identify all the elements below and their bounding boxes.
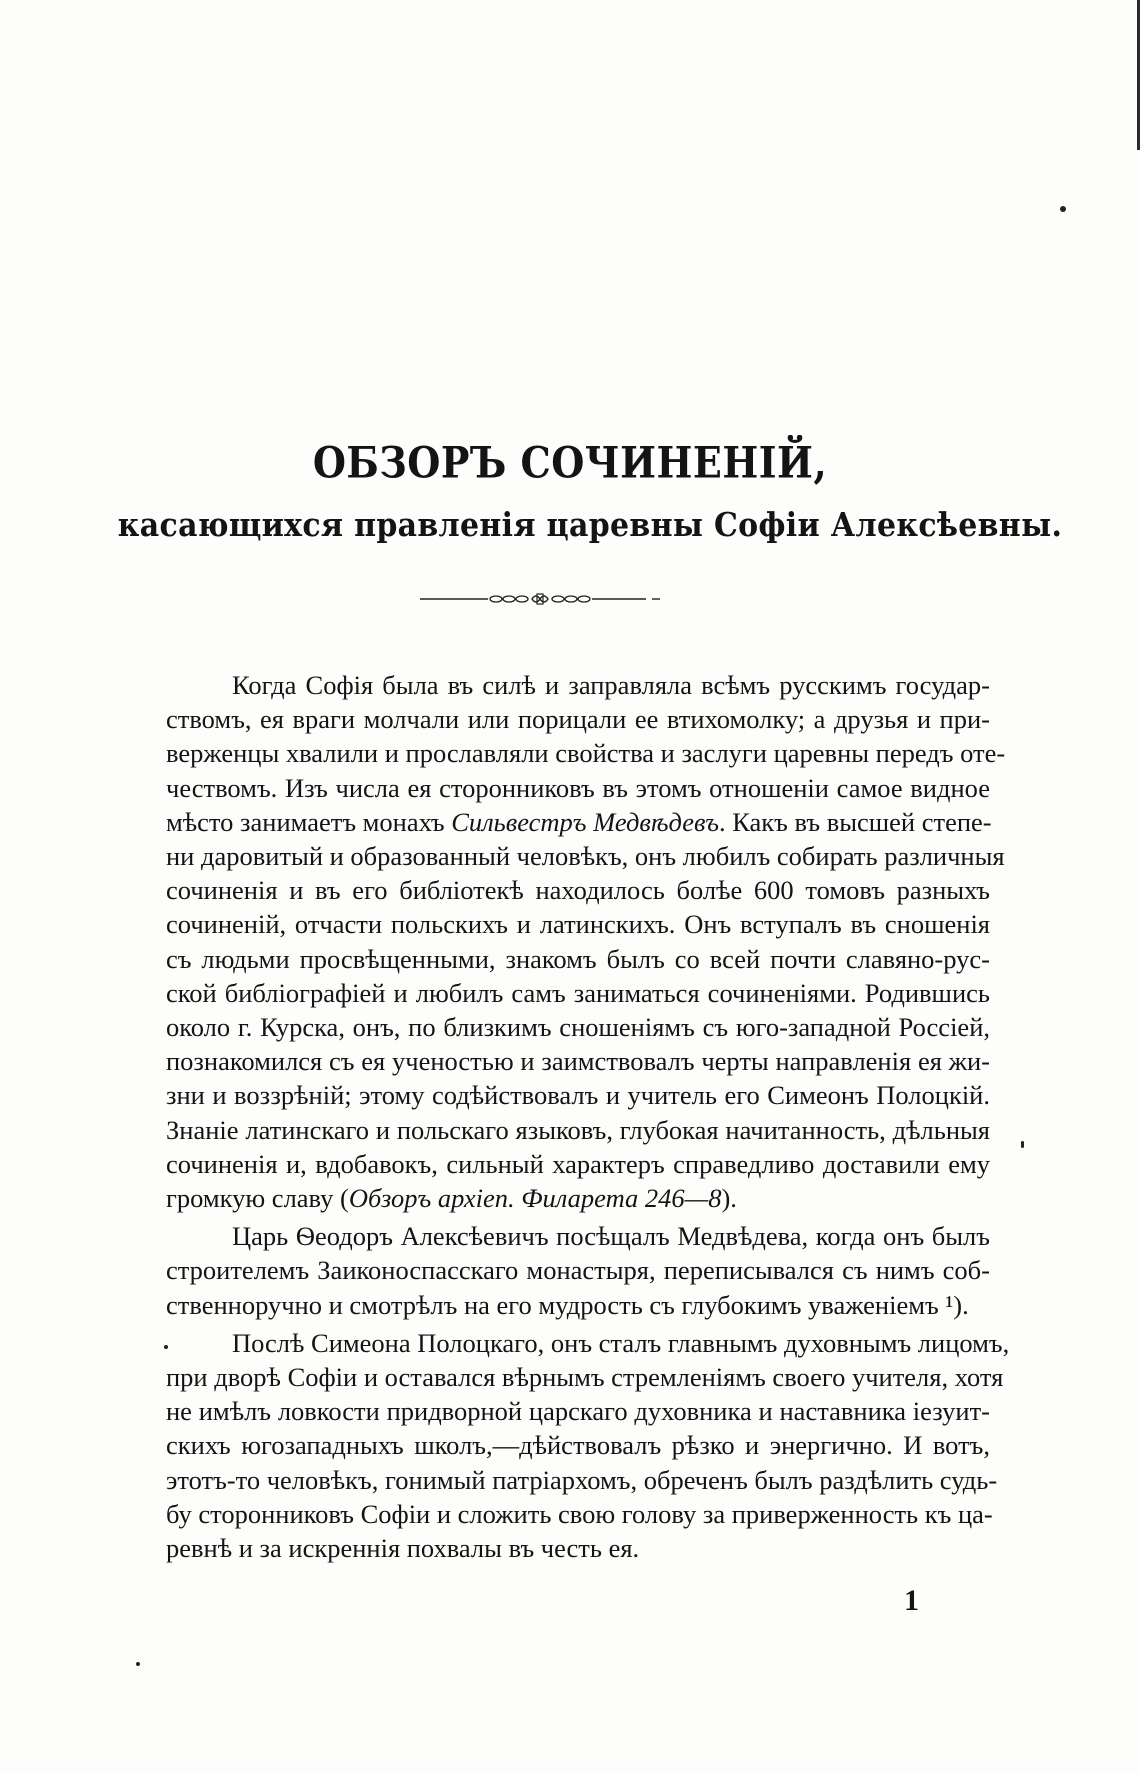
page-subtitle: касающихся правленія царевны Софіи Алексѣевны. <box>117 506 1063 545</box>
paragraph <box>100 1219 990 1322</box>
ink-speck <box>1060 206 1066 212</box>
page-number: 1 <box>904 1584 919 1617</box>
text-line: громкую славу (Обзоръ архіеп. Филарета 246—8). <box>166 1183 737 1214</box>
text-line: бу сторонниковъ Софіи и сложить свою голову за приверженность къ ца- <box>166 1498 993 1529</box>
ink-speck <box>136 1662 140 1666</box>
text-line: верженцы хвалили и прославляли свойства и заслуги царевны передъ оте- <box>166 738 1006 769</box>
paragraph <box>100 668 1006 1215</box>
text-line: Знаніе латинскаго и польскаго языковъ, глубокая начитанность, дѣльныя <box>166 1114 990 1145</box>
italic-name: Сильвестръ Медвѣдевъ <box>451 806 719 837</box>
text-line: сочиненій, отчасти польскихъ и латинскихъ. Онъ вступалъ въ сношенія <box>166 909 990 940</box>
text-line: мѣсто занимаетъ монахъ Сильвестръ Медвѣдевъ. Какъ въ высшей степе- <box>166 806 992 837</box>
text-line: познакомился съ ея ученостью и заимствовалъ черты направленія ея жи- <box>166 1046 990 1077</box>
text-line: ни даровитый и образованный человѣкъ, онъ любилъ собирать различныя <box>166 841 1005 872</box>
body-text <box>100 668 1010 1565</box>
ink-speck <box>1021 1141 1024 1148</box>
ornamental-rule-icon <box>420 592 660 606</box>
text-line: Царь Ѳеодоръ Алексѣевичъ посѣщалъ Медвѣдева, когда онъ былъ <box>232 1221 990 1252</box>
text-line: этотъ-то человѣкъ, гонимый патріархомъ, обреченъ былъ раздѣлить судь- <box>166 1464 998 1495</box>
text-line: при дворѣ Софіи и оставался вѣрнымъ стремленіямъ своего учителя, хотя <box>166 1362 1004 1393</box>
text-line: чествомъ. Изъ числа ея сторонниковъ въ этомъ отношеніи самое видное <box>166 772 990 803</box>
text-line: строителемъ Заиконоспасскаго монастыря, переписывался съ нимъ соб- <box>166 1255 990 1286</box>
text-line: ственноручно и смотрѣлъ на его мудрость съ глубокимъ уваженіемъ ¹). <box>166 1289 969 1320</box>
text-line: Послѣ Симеона Полоцкаго, онъ сталъ главнымъ духовнымъ лицомъ, <box>232 1327 1010 1358</box>
text-line: около г. Курска, онъ, по близкимъ сношеніямъ съ юго-западной Россіей, <box>166 1012 990 1043</box>
text-line: съ людьми просвѣщенными, знакомъ былъ со всей почти славяно-рус- <box>166 943 990 974</box>
page-title: ОБЗОРЪ СОЧИНЕНІЙ, <box>312 437 828 488</box>
text-line: сочиненія и въ его библіотекѣ находилось болѣе 600 томовъ разныхъ <box>166 875 990 906</box>
text-line: скихъ югозападныхъ школъ,—дѣйствовалъ рѣзко и энергично. И вотъ, <box>166 1430 990 1461</box>
text-line: ревнѣ и за искреннія похвалы въ честь ея. <box>166 1533 640 1564</box>
text-line: Когда Софія была въ силѣ и заправляла всѣмъ русскимъ государ- <box>232 670 990 700</box>
italic-reference: Обзоръ архіеп. Филарета 246—8 <box>348 1183 722 1214</box>
text-line: сочиненія и, вдобавокъ, сильный характеръ справедливо доставили ему <box>166 1148 990 1179</box>
text-line: ствомъ, ея враги молчали или порицали ее втихомолку; а друзья и при- <box>166 704 990 735</box>
text-line: ской библіографіей и любилъ самъ заниматься сочиненіями. Родившись <box>166 977 990 1008</box>
paragraph <box>100 1326 1010 1565</box>
text-line: не имѣлъ ловкости придворной царскаго духовника и наставника іезуит- <box>166 1396 990 1427</box>
text-line: зни и воззрѣній; этому содѣйствовалъ и учитель его Симеонъ Полоцкій. <box>166 1080 990 1111</box>
